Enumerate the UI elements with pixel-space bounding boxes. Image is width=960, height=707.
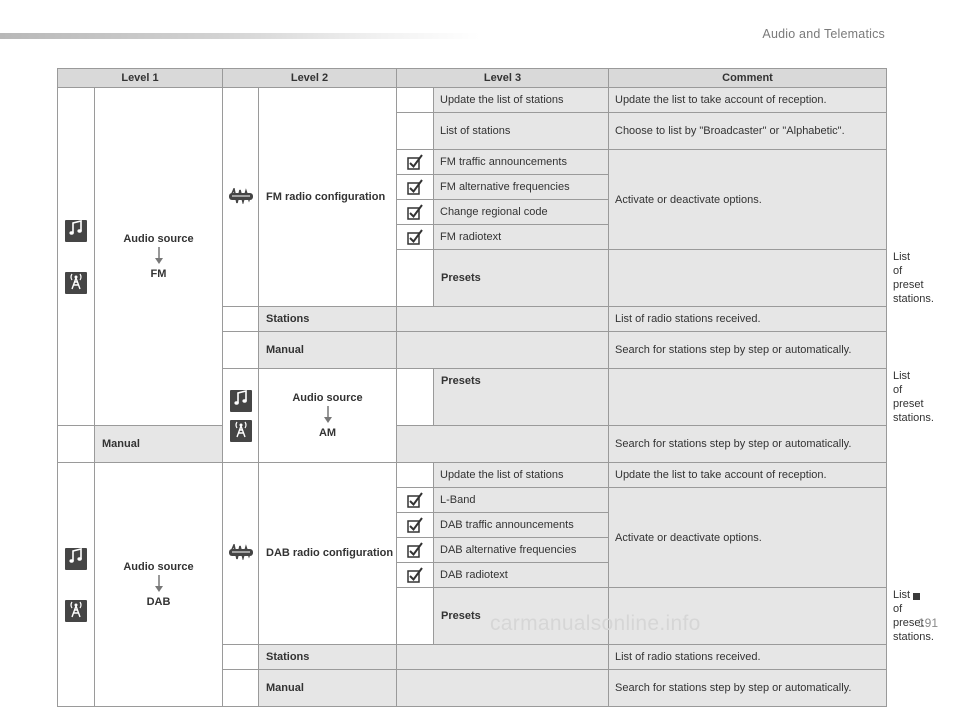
dab-source-label: Audio source xyxy=(123,561,194,573)
radio-antenna-icon xyxy=(65,600,87,622)
checkbox-icon xyxy=(407,492,423,508)
table-row xyxy=(58,88,887,113)
checkbox-icon xyxy=(407,154,423,170)
fm-source-cell xyxy=(95,88,223,426)
arrow-down-icon xyxy=(154,247,164,265)
dab-source-value: DAB xyxy=(146,596,171,608)
table-row: Presets List of preset stations. xyxy=(58,588,887,645)
music-note-icon xyxy=(65,548,87,570)
dab-option-lband: L-Band xyxy=(434,488,609,513)
checkbox-icon xyxy=(407,567,423,583)
column-header-level3: Level 3 xyxy=(397,69,609,88)
fm-source-icons xyxy=(58,88,95,426)
fm-manual-comment: Search for stations step by step or automatically. xyxy=(609,332,887,369)
radio-wave-icon xyxy=(229,544,253,563)
fm-options-comment: Activate or deactivate options. xyxy=(609,150,887,250)
dab-config-label: DAB radio configuration xyxy=(259,463,397,645)
table-header-row xyxy=(58,69,887,88)
column-header-level2: Level 2 xyxy=(223,69,397,88)
table-row xyxy=(58,426,887,463)
dab-option-traffic: DAB traffic announcements xyxy=(434,513,609,538)
dab-manual-comment: Search for stations step by step or automatically. xyxy=(609,670,887,707)
fm-list-comment: Choose to list by "Broadcaster" or "Alphabetic". xyxy=(609,113,887,150)
checkbox-icon xyxy=(407,204,423,220)
am-presets-label: Presets xyxy=(434,369,609,426)
dab-option-alt-freq: DAB alternative frequencies xyxy=(434,538,609,563)
fm-option-radiotext: FM radiotext xyxy=(434,225,609,250)
fm-presets-label: Presets xyxy=(434,250,609,307)
am-source-value: AM xyxy=(318,427,337,439)
column-header-comment: Comment xyxy=(609,69,887,88)
fm-source-value: FM xyxy=(150,268,167,280)
fm-config-label: FM radio configuration xyxy=(259,88,397,307)
radio-antenna-icon xyxy=(65,272,87,294)
dab-stations-comment: List of radio stations received. xyxy=(609,645,887,670)
header-gradient-bar xyxy=(0,33,480,39)
am-source-label: Audio source xyxy=(292,392,363,404)
dab-options-comment: Activate or deactivate options. xyxy=(609,488,887,588)
dab-source-cell xyxy=(95,463,223,707)
fm-update-stations: Update the list of stations xyxy=(434,88,609,113)
radio-wave-icon xyxy=(229,188,253,207)
fm-update-comment: Update the list to take account of reception. xyxy=(609,88,887,113)
arrow-down-icon xyxy=(323,406,333,424)
arrow-down-icon xyxy=(154,575,164,593)
dab-config-icon-cell xyxy=(223,463,259,645)
page-marker xyxy=(913,593,920,600)
checkbox-icon xyxy=(407,517,423,533)
dab-stations-label: Stations xyxy=(259,645,397,670)
fm-config-icon-cell xyxy=(223,88,259,307)
watermark: carmanualsonline.info xyxy=(490,612,701,635)
music-note-icon xyxy=(65,220,87,242)
fm-list-stations: List of stations xyxy=(434,113,609,150)
dab-manual-label: Manual xyxy=(259,670,397,707)
music-note-icon xyxy=(230,390,252,412)
am-source-cell xyxy=(259,369,397,463)
fm-source-label: Audio source xyxy=(123,233,194,245)
radio-antenna-icon xyxy=(230,420,252,442)
dab-update-comment: Update the list to take account of reception. xyxy=(609,463,887,488)
am-source-icons xyxy=(223,369,259,463)
dab-presets-label: Presets xyxy=(434,588,609,645)
fm-stations-comment: List of radio stations received. xyxy=(609,307,887,332)
section-title: Audio and Telematics xyxy=(762,27,885,41)
fm-manual-label: Manual xyxy=(259,332,397,369)
am-manual-label: Manual xyxy=(95,426,223,463)
fm-option-traffic: FM traffic announcements xyxy=(434,150,609,175)
fm-option-regional: Change regional code xyxy=(434,200,609,225)
checkbox-icon xyxy=(407,179,423,195)
table-row: Presets List of preset stations. xyxy=(58,250,887,307)
checkbox-icon xyxy=(407,542,423,558)
column-header-level1: Level 1 xyxy=(58,69,223,88)
am-manual-comment: Search for stations step by step or automatically. xyxy=(609,426,887,463)
fm-stations-label: Stations xyxy=(259,307,397,332)
checkbox-icon xyxy=(407,229,423,245)
table-row xyxy=(58,463,887,488)
fm-option-alt-freq: FM alternative frequencies xyxy=(434,175,609,200)
dab-source-icons xyxy=(58,463,95,707)
page-number: 191 xyxy=(917,616,938,630)
dab-option-radiotext: DAB radiotext xyxy=(434,563,609,588)
dab-update-stations: Update the list of stations xyxy=(434,463,609,488)
table-row: Audio source AM Presets List of preset stations. xyxy=(58,369,887,426)
